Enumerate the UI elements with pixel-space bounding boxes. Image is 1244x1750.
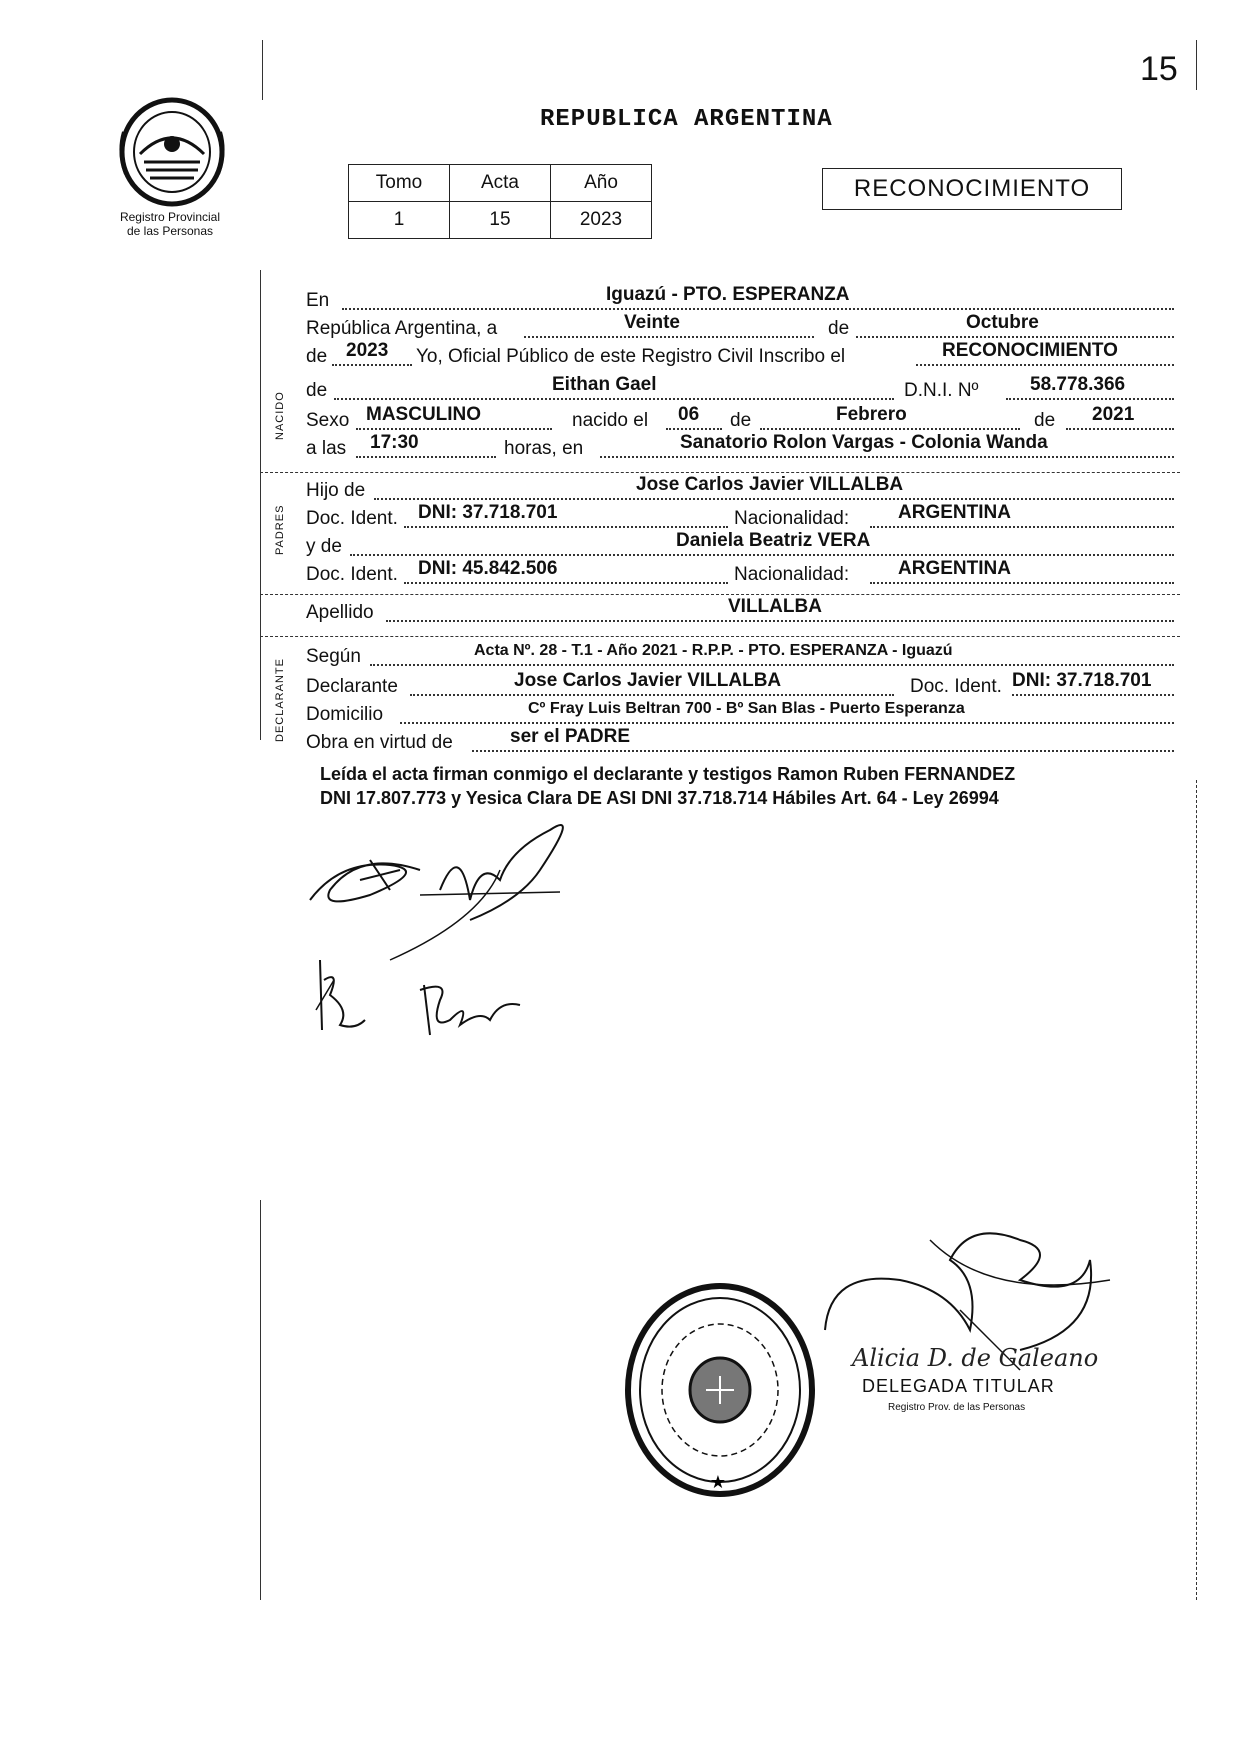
value-year: 2023 [346,340,389,361]
table-header-acta: Acta [450,165,551,202]
side-label-padres: PADRES [274,504,286,555]
value-inscribo: RECONOCIMIENTO [942,340,1118,361]
row-segun [306,644,1174,670]
row-obra [306,726,1174,756]
table-value-acta: 15 [450,202,551,239]
value-mother-nationality: ARGENTINA [898,558,1011,579]
row-hora [306,432,1174,462]
provincial-seal [112,92,232,210]
label-doc-ident-2: Doc. Ident. [306,564,398,585]
signature-witness-2 [410,970,530,1040]
row-name [306,374,1174,404]
label-de-month: de [730,410,752,431]
value-father-doc: DNI: 37.718.701 [418,502,558,523]
table-value-tomo: 1 [349,202,450,239]
value-segun: Acta Nº. 28 - T.1 - Año 2021 - R.P.P. - PTO. ESPERANZA - Iguazú [474,642,953,659]
table-header-ano: Año [551,165,652,202]
margin-mark [260,1200,261,1600]
value-sexo: MASCULINO [366,404,482,425]
label-oficial: Yo, Oficial Público de este Registro Civil Inscribo el [416,346,846,367]
value-declarante-doc: DNI: 37.718.701 [1012,670,1152,691]
signature-witness-1 [310,950,370,1040]
closing-statement [320,762,1180,810]
table-value-ano: 2023 [551,202,652,239]
value-time: 17:30 [370,432,419,453]
value-birth-day: 06 [678,404,700,425]
delegate-office: Registro Prov. de las Personas [888,1402,1026,1413]
value-child-dni: 58.778.366 [1030,374,1126,395]
label-hijo: Hijo de [306,480,366,501]
label-nacionalidad-2: Nacionalidad: [734,564,850,585]
value-domicilio: Cº Fray Luis Beltran 700 - Bº San Blas - Puerto Esperanza [528,700,965,717]
label-domicilio: Domicilio [306,704,384,725]
page-number: 15 [1140,50,1178,88]
label-en: En [306,290,330,311]
seal-caption-line1: Registro Provincial [119,210,221,224]
row-oficial [306,340,1174,370]
document-title: REPUBLICA ARGENTINA [540,106,833,133]
registry-table [348,164,652,239]
closing-line-1: Leída el acta firman conmigo el declarante y testigos Ramon Ruben FERNANDEZ [320,764,1016,784]
closing-line-2: DNI 17.807.773 y Yesica Clara DE ASI DNI 37.718.714 Hábiles Art. 64 - Ley 26994 [320,788,999,808]
label-sexo: Sexo [306,410,350,431]
row-en [306,284,1174,314]
label-name-de: de [306,380,328,401]
label-doc-ident: Doc. Ident. [306,508,398,529]
label-nacido: nacido el [572,410,649,431]
label-nacionalidad: Nacionalidad: [734,508,850,529]
label-dni: D.N.I. Nº [904,380,979,401]
value-day: Veinte [624,312,680,333]
document-type-box: RECONOCIMIENTO [822,168,1122,210]
label-obra: Obra en virtud de [306,732,453,753]
value-month: Octubre [966,312,1039,333]
row-domicilio [306,702,1174,728]
value-declarante: Jose Carlos Javier VILLALBA [514,670,782,691]
seal-caption [100,210,240,238]
delegate-name: Alicia D. de Galeano [852,1344,1099,1372]
value-obra: ser el PADRE [510,726,631,747]
section-divider [260,636,1180,637]
value-birth-year: 2021 [1092,404,1135,425]
signature-declarante [300,810,620,970]
value-mother-name: Daniela Beatriz VERA [676,530,871,551]
value-father-nationality: ARGENTINA [898,502,1011,523]
value-birth-place: Sanatorio Rolon Vargas - Colonia Wanda [680,432,1048,453]
value-birth-month: Febrero [836,404,907,425]
label-de-year2: de [1034,410,1056,431]
label-horas: horas, en [504,438,584,459]
value-place-registration: Iguazú - PTO. ESPERANZA [606,284,850,305]
value-apellido: VILLALBA [728,596,822,617]
side-label-nacido: NACIDO [274,391,286,440]
label-apellido: Apellido [306,602,374,623]
margin-rule [260,270,261,740]
label-segun: Según [306,646,361,667]
value-father-name: Jose Carlos Javier VILLALBA [636,474,904,495]
label-a-las: a las [306,438,347,459]
label-decl-doc: Doc. Ident. [910,676,1002,697]
row-mother-doc [306,558,1174,588]
svg-text:★: ★ [709,1472,727,1493]
label-de-year: de [306,346,328,367]
label-republica: República Argentina, a [306,318,498,339]
value-child-name: Eithan Gael [552,374,657,395]
seal-caption-line2: de las Personas [126,224,214,238]
side-label-declarante: DECLARANTE [274,658,286,742]
margin-mark [1196,780,1197,1600]
label-declarante: Declarante [306,676,398,697]
margin-mark [262,40,263,100]
value-mother-doc: DNI: 45.842.506 [418,558,558,579]
row-apellido [306,596,1174,626]
margin-mark [1196,40,1197,90]
label-de: de [828,318,850,339]
delegate-role: DELEGADA TITULAR [862,1376,1055,1396]
table-header-tomo: Tomo [349,165,450,202]
section-divider [260,594,1180,595]
label-y-de: y de [306,536,342,557]
official-stamp [620,1280,820,1500]
